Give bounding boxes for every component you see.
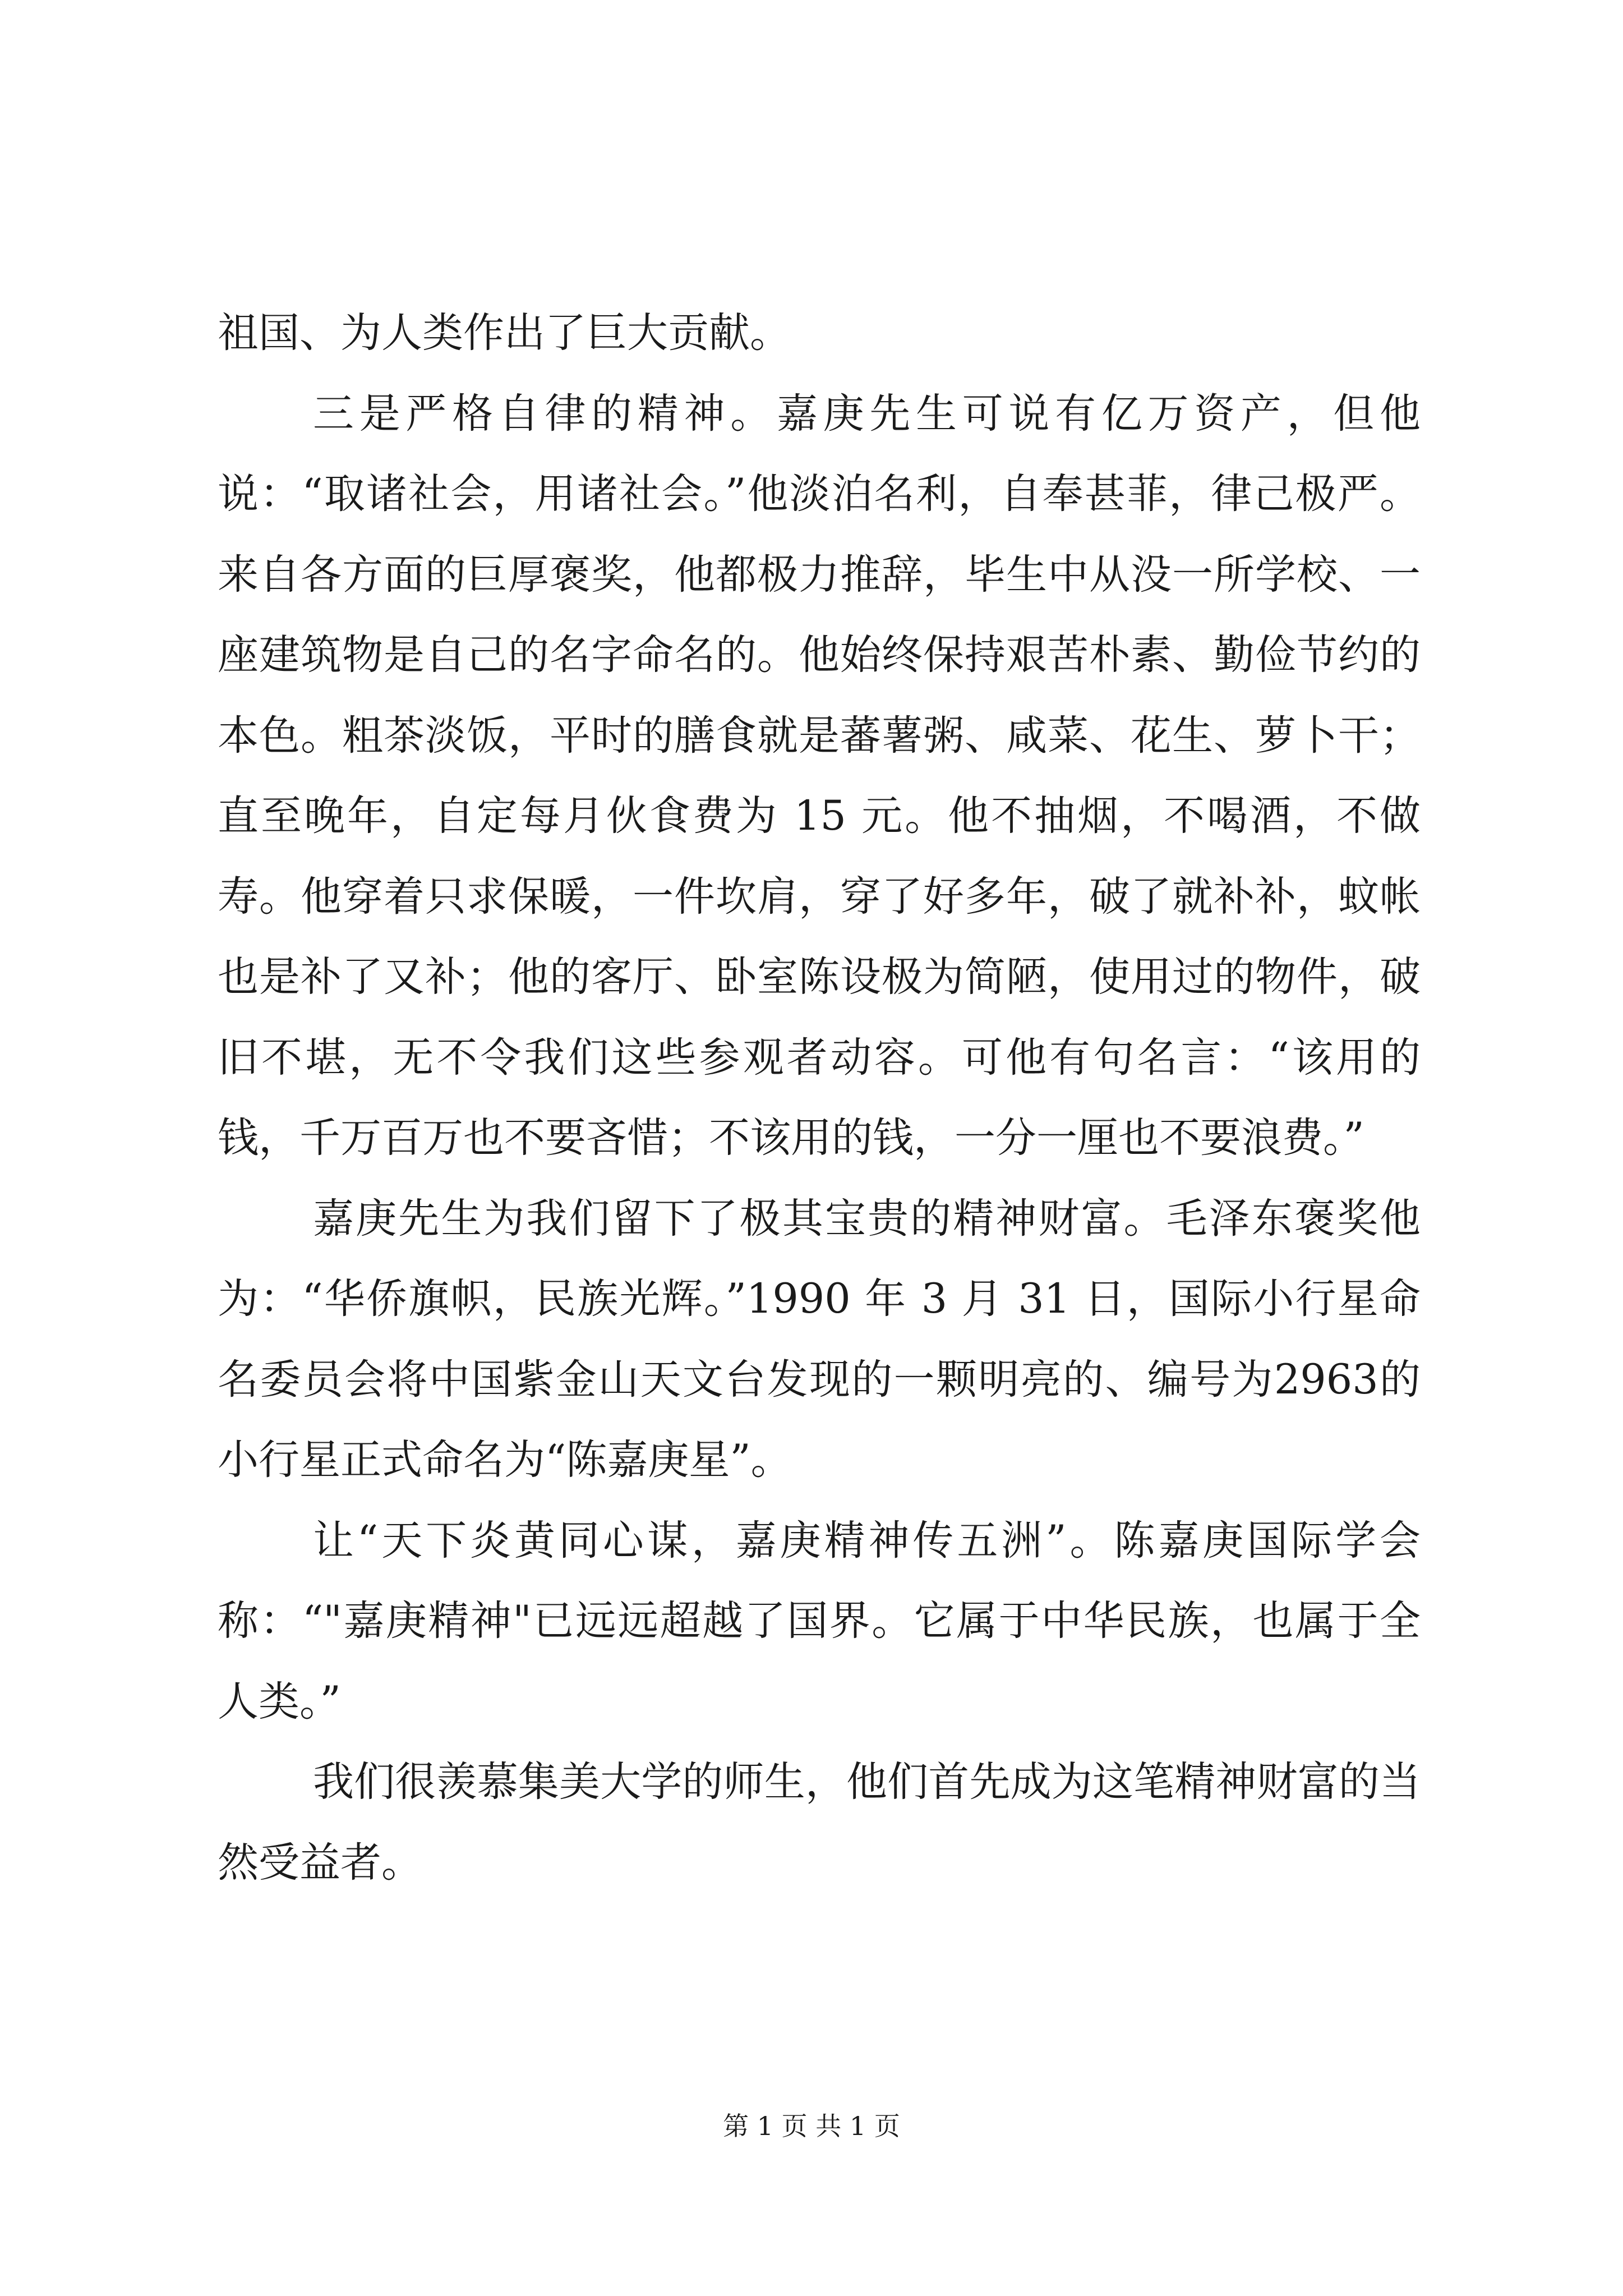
- paragraph-2: 三是严格自律的精神。嘉庚先生可说有亿万资产，但他说：“取诸社会，用诸社会。”他淡泊名利，自奉甚菲，律己极严。来自各方面的巨厚褒奖，他都极力推辞，毕生中从没一所学校、一座建筑物是自己的名字命名的。他始终保持艰苦朴素、勤俭节约的本色。粗茶淡饭，平时的膳食就是蕃薯粥、咸菜、花生、萝卜干；直至晚年，自定每月伙食费为 15 元。他不抽烟，不喝酒，不做寿。他穿着只求保暖，一件坎肩，穿了好多年，破了就补补，蚊帐也是补了又补；他的客厅、卧室陈设极为简陋，使用过的物件，破旧不堪，无不令我们这些参观者动容。可他有句名言：“该用的钱，千万百万也不要吝惜；不该用的钱，一分一厘也不要浪费。”: [218, 389, 1421, 1162]
- page-number-label: 第 1 页 共 1 页: [723, 2111, 900, 2141]
- paragraph-5: 我们很羡慕集美大学的师生，他们首先成为这笔精神财富的当然受益者。: [218, 1758, 1421, 1887]
- paragraph-3: 嘉庚先生为我们留下了极其宝贵的精神财富。毛泽东褒奖他为：“华侨旗帜，民族光辉。”1990 年 3 月 31 日，国际小行星命名委员会将中国紫金山天文台发现的一颗明亮的、编号为2963的小行星正式命名为“陈嘉庚星”。: [218, 1194, 1421, 1484]
- page-footer: [0, 2109, 1623, 2143]
- body-text: [218, 293, 1421, 1903]
- paragraph-4: 让“天下炎黄同心谋，嘉庚精神传五洲”。陈嘉庚国际学会称：“"嘉庚精神"已远远超越了国界。它属于中华民族，也属于全人类。”: [218, 1516, 1421, 1726]
- paragraph-1: 祖国、为人类作出了巨大贡献。: [218, 309, 791, 357]
